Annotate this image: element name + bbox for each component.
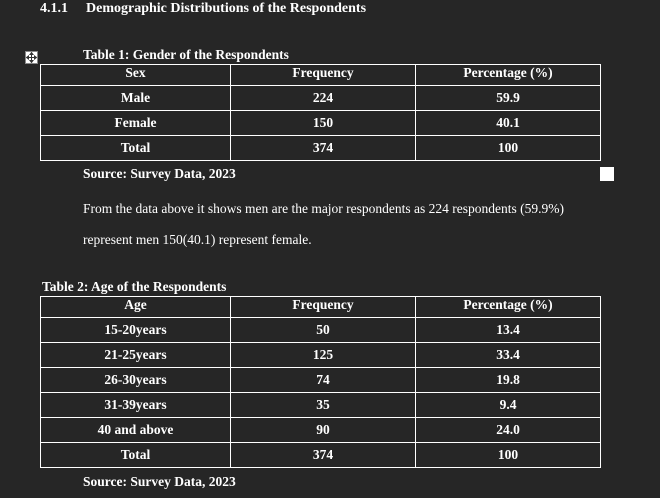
table-row (41, 368, 601, 393)
table-cell: 125 (231, 343, 416, 368)
table-cell: Total (41, 136, 231, 161)
table1-caption: Table 1: Gender of the Respondents (83, 47, 289, 62)
table-cell: 59.9 (416, 86, 601, 111)
table-row (41, 111, 601, 136)
table2-caption: Table 2: Age of the Respondents (42, 279, 227, 294)
table-cell: 26-30years (41, 368, 231, 393)
section-number: 4.1.1 (40, 1, 68, 16)
table-row (41, 86, 601, 111)
gender-table (40, 64, 601, 161)
table-cell: 74 (231, 368, 416, 393)
table-cell: 374 (231, 136, 416, 161)
table-cell: 150 (231, 111, 416, 136)
table-cell: 40.1 (416, 111, 601, 136)
table-header-cell: Percentage (%) (416, 297, 601, 318)
table-row (41, 443, 601, 468)
section-heading (40, 1, 366, 17)
table-cell: 9.4 (416, 393, 601, 418)
table-cell: 40 and above (41, 418, 231, 443)
table-header-row (41, 65, 601, 86)
table-header-cell: Percentage (%) (416, 65, 601, 86)
table2-source: Source: Survey Data, 2023 (83, 474, 236, 489)
table-header-cell: Sex (41, 65, 231, 86)
table-row (41, 318, 601, 343)
table-cell: 13.4 (416, 318, 601, 343)
table-cell: 15-20years (41, 318, 231, 343)
table-cell: Total (41, 443, 231, 468)
age-table (40, 296, 601, 468)
table-cell: 374 (231, 443, 416, 468)
table-row (41, 393, 601, 418)
table-header-row (41, 297, 601, 318)
table-cell: 100 (416, 136, 601, 161)
move-arrows-icon[interactable] (25, 51, 38, 64)
table-header-cell: Age (41, 297, 231, 318)
table1-source: Source: Survey Data, 2023 (83, 166, 236, 181)
paragraph-line: represent men 150(40.1) represent female. (83, 232, 312, 247)
table-cell: 50 (231, 318, 416, 343)
table-header-cell: Frequency (231, 297, 416, 318)
section-title: Demographic Distributions of the Respondents (86, 1, 367, 16)
table-header-cell: Frequency (231, 65, 416, 86)
table-cell: 100 (416, 443, 601, 468)
table-cell: 21-25years (41, 343, 231, 368)
table-cell: 19.8 (416, 368, 601, 393)
table-cell: 31-39years (41, 393, 231, 418)
table-row (41, 343, 601, 368)
table-cell: 90 (231, 418, 416, 443)
table-cell: 224 (231, 86, 416, 111)
resize-square-icon[interactable] (600, 167, 614, 181)
table-row (41, 136, 601, 161)
table-cell: Female (41, 111, 231, 136)
table-cell: Male (41, 86, 231, 111)
table-cell: 35 (231, 393, 416, 418)
table-cell: 33.4 (416, 343, 601, 368)
table-cell: 24.0 (416, 418, 601, 443)
paragraph-line: From the data above it shows men are the major respondents as 224 respondents (59.9%) (83, 201, 565, 216)
table-row (41, 418, 601, 443)
